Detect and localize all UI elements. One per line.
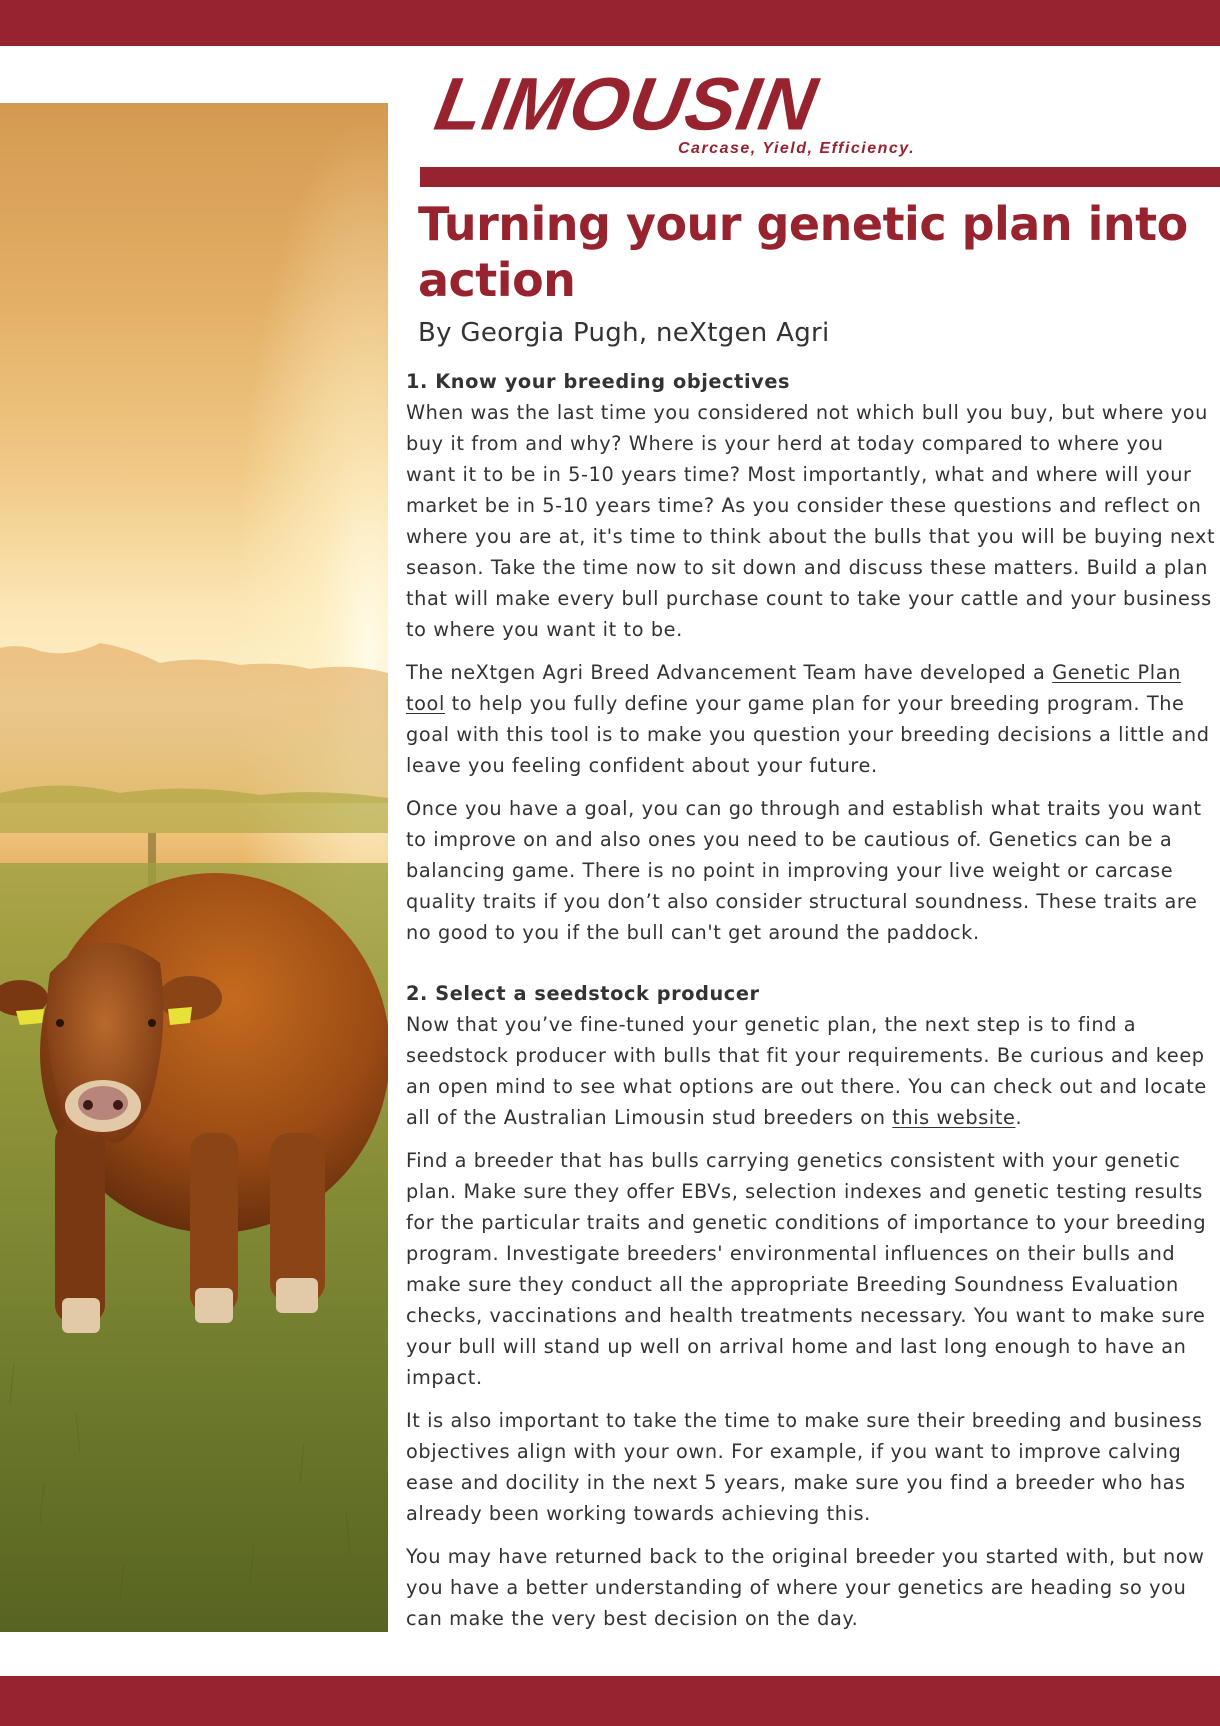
paragraph: You may have returned back to the original breeder you started with, but now you have a better understanding of where your genetics are heading so you can make the very best decision on the day.	[406, 1545, 1205, 1630]
logo-wordmark: LIMOUSIN	[429, 62, 824, 147]
genetic-plan-tool-link[interactable]: Genetic Plan tool	[406, 661, 1181, 715]
paragraph-text: Now that you’ve fine-tuned your genetic plan, the next step is to find a seedstock producer with bulls that fit your requirements. Be curious and keep an open mind to see what options are out there. You can check out and locate all of the Australian Limousin stud breeders on	[406, 1013, 1207, 1129]
paragraph	[406, 1009, 1216, 1133]
this-website-link[interactable]: this website	[892, 1106, 1016, 1129]
article-title: Turning your genetic plan into action	[418, 197, 1188, 307]
top-banner-bar	[0, 0, 1220, 46]
paragraph: It is also important to take the time to make sure their breeding and business objectives align with your own. For example, if you want to improve calving ease and docility in the next 5 years, make sure you find a breeder who has already been working towards achieving this.	[406, 1409, 1203, 1525]
paragraph: Once you have a goal, you can go through and establish what traits you want to improve on and also ones you need to be cautious of. Genetics can be a balancing game. There is no point in improving your live weight or carcase quality traits if you don’t also consider structural soundness. These traits are no good to you if the bull can't get around the paddock.	[406, 797, 1202, 944]
article-body	[406, 366, 1216, 1646]
bull-photo-icon	[0, 103, 388, 1632]
paragraph-text: to help you fully define your game plan for your breeding program. The goal with this tool is to make you question your breeding decisions a little and leave you feeling confident about your future.	[406, 692, 1210, 777]
bottom-banner-bar	[0, 1676, 1220, 1726]
section-heading: 1. Know your breeding objectives	[406, 370, 791, 393]
paragraph: Find a breeder that has bulls carrying genetics consistent with your genetic plan. Make sure they offer EBVs, selection indexes and genetic testing results for the particular traits and genetic conditions of importance to your breeding program. Investigate breeders' environmental influences on their bulls and make sure they conduct all the appropriate Breeding Soundness Evaluation checks, vaccinations and health treatments necessary. You want to make sure your bull will stand up well on arrival home and last long enough to have an impact.	[406, 1149, 1207, 1389]
section-heading: 2. Select a seedstock producer	[406, 982, 760, 1005]
section-spacer	[406, 960, 1216, 978]
paragraph	[406, 657, 1216, 781]
limousin-logo	[429, 62, 940, 168]
article-byline: By Georgia Pugh, neXtgen Agri	[418, 318, 830, 348]
paragraph: When was the last time you considered not which bull you buy, but where you buy it from and why? Where is your herd at today compared to where you want it to be in 5-10 years time? Most importantly, what and where will your market be in 5-10 years time? As you consider these questions and reflect on where you are at, it's time to think about the bulls that you will be buying next season. Take the time now to sit down and discuss these matters. Build a plan that will make every bull purchase count to take your cattle and your business to where you want it to be.	[406, 401, 1216, 641]
paragraph-text: The neXtgen Agri Breed Advancement Team have developed a	[406, 661, 1053, 684]
header-rule	[420, 167, 1220, 187]
bull-photo	[0, 103, 388, 1632]
paragraph-text: .	[1015, 1106, 1023, 1129]
logo-tagline: Carcase, Yield, Efficiency.	[678, 140, 916, 157]
